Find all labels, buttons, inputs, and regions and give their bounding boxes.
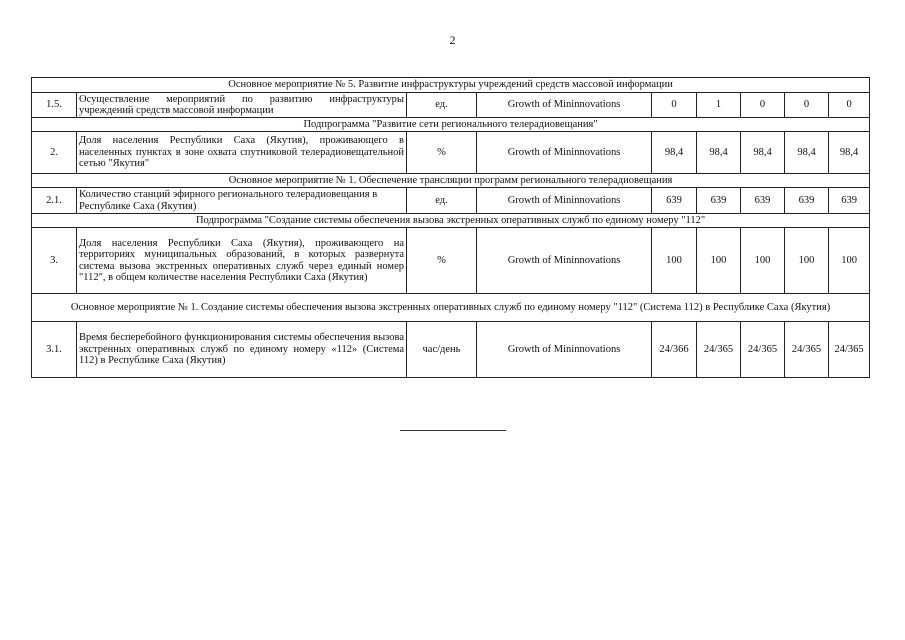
responsible-org: Growth of Mininnovations bbox=[477, 228, 652, 294]
unit-cell: час/день bbox=[407, 322, 477, 378]
responsible-org: Growth of Mininnovations bbox=[477, 93, 652, 118]
value-cell: 0 bbox=[785, 93, 829, 118]
value-cell: 98,4 bbox=[785, 132, 829, 174]
section-title: Основное мероприятие № 1. Обеспечение трансляции программ регионального телерадиовещания bbox=[32, 174, 870, 188]
value-cell: 100 bbox=[785, 228, 829, 294]
indicator-description: Доля населения Республики Саха (Якутия), проживающего на территориях муниципальных образований, в которых развернута система вызова экстренных оперативных служб через единый номер "112", в общем количестве населения Республики Саха (Якутия) bbox=[77, 228, 407, 294]
responsible-org: Growth of Mininnovations bbox=[477, 322, 652, 378]
value-cell: 100 bbox=[652, 228, 697, 294]
indicator-description: Время бесперебойного функционирования системы обеспечения вызова экстренных оперативных служб по единому номеру «112» (Система 112) в Республике Саха (Якутия) bbox=[77, 322, 407, 378]
value-cell: 1 bbox=[697, 93, 741, 118]
responsible-org: Growth of Mininnovations bbox=[477, 132, 652, 174]
page-number: 2 bbox=[449, 33, 456, 47]
value-cell: 98,4 bbox=[741, 132, 785, 174]
indicator-description: Количество станций эфирного регионального телерадиовещания в Республике Саха (Якутия) bbox=[77, 188, 407, 214]
table-row bbox=[32, 188, 870, 214]
unit-cell: ед. bbox=[407, 188, 477, 214]
responsible-org: Growth of Mininnovations bbox=[477, 188, 652, 214]
value-cell: 0 bbox=[829, 93, 870, 118]
section-title: Подпрограмма "Создание системы обеспечения вызова экстренных оперативных служб по единому номеру "112" bbox=[32, 214, 870, 228]
footer-divider bbox=[400, 430, 506, 431]
value-cell: 639 bbox=[697, 188, 741, 214]
indicator-description: Осуществление мероприятий по развитию инфраструктуры учреждений средств массовой информации bbox=[77, 93, 407, 118]
row-number: 2.1. bbox=[32, 188, 77, 214]
section-row bbox=[32, 78, 870, 93]
value-cell: 639 bbox=[741, 188, 785, 214]
row-number: 2. bbox=[32, 132, 77, 174]
value-cell: 24/365 bbox=[785, 322, 829, 378]
value-cell: 0 bbox=[741, 93, 785, 118]
table-row bbox=[32, 93, 870, 118]
value-cell: 24/365 bbox=[697, 322, 741, 378]
value-cell: 98,4 bbox=[697, 132, 741, 174]
value-cell: 98,4 bbox=[652, 132, 697, 174]
table-row bbox=[32, 132, 870, 174]
value-cell: 0 bbox=[652, 93, 697, 118]
row-number: 3.1. bbox=[32, 322, 77, 378]
section-row bbox=[32, 118, 870, 132]
row-number: 3. bbox=[32, 228, 77, 294]
section-title: Подпрограмма "Развитие сети регионального телерадиовещания" bbox=[32, 118, 870, 132]
value-cell: 639 bbox=[785, 188, 829, 214]
value-cell: 24/366 bbox=[652, 322, 697, 378]
section-title: Основное мероприятие № 5. Развитие инфраструктуры учреждений средств массовой информации bbox=[32, 78, 870, 93]
table-row bbox=[32, 228, 870, 294]
table-row bbox=[32, 322, 870, 378]
section-title: Основное мероприятие № 1. Создание системы обеспечения вызова экстренных оперативных служб по единому номеру "112" (Система 112) в Республике Саха (Якутия) bbox=[32, 294, 870, 322]
value-cell: 639 bbox=[829, 188, 870, 214]
value-cell: 100 bbox=[697, 228, 741, 294]
value-cell: 98,4 bbox=[829, 132, 870, 174]
unit-cell: % bbox=[407, 228, 477, 294]
row-number: 1.5. bbox=[32, 93, 77, 118]
section-row bbox=[32, 294, 870, 322]
unit-cell: ед. bbox=[407, 93, 477, 118]
unit-cell: % bbox=[407, 132, 477, 174]
value-cell: 24/365 bbox=[741, 322, 785, 378]
section-row bbox=[32, 214, 870, 228]
value-cell: 24/365 bbox=[829, 322, 870, 378]
indicator-description: Доля населения Республики Саха (Якутия), проживающего в населенных пунктах в зоне охвата спутниковой телерадиовещательной сетью "Якутия" bbox=[77, 132, 407, 174]
value-cell: 100 bbox=[829, 228, 870, 294]
section-row bbox=[32, 174, 870, 188]
indicators-table bbox=[31, 77, 870, 378]
value-cell: 100 bbox=[741, 228, 785, 294]
value-cell: 639 bbox=[652, 188, 697, 214]
